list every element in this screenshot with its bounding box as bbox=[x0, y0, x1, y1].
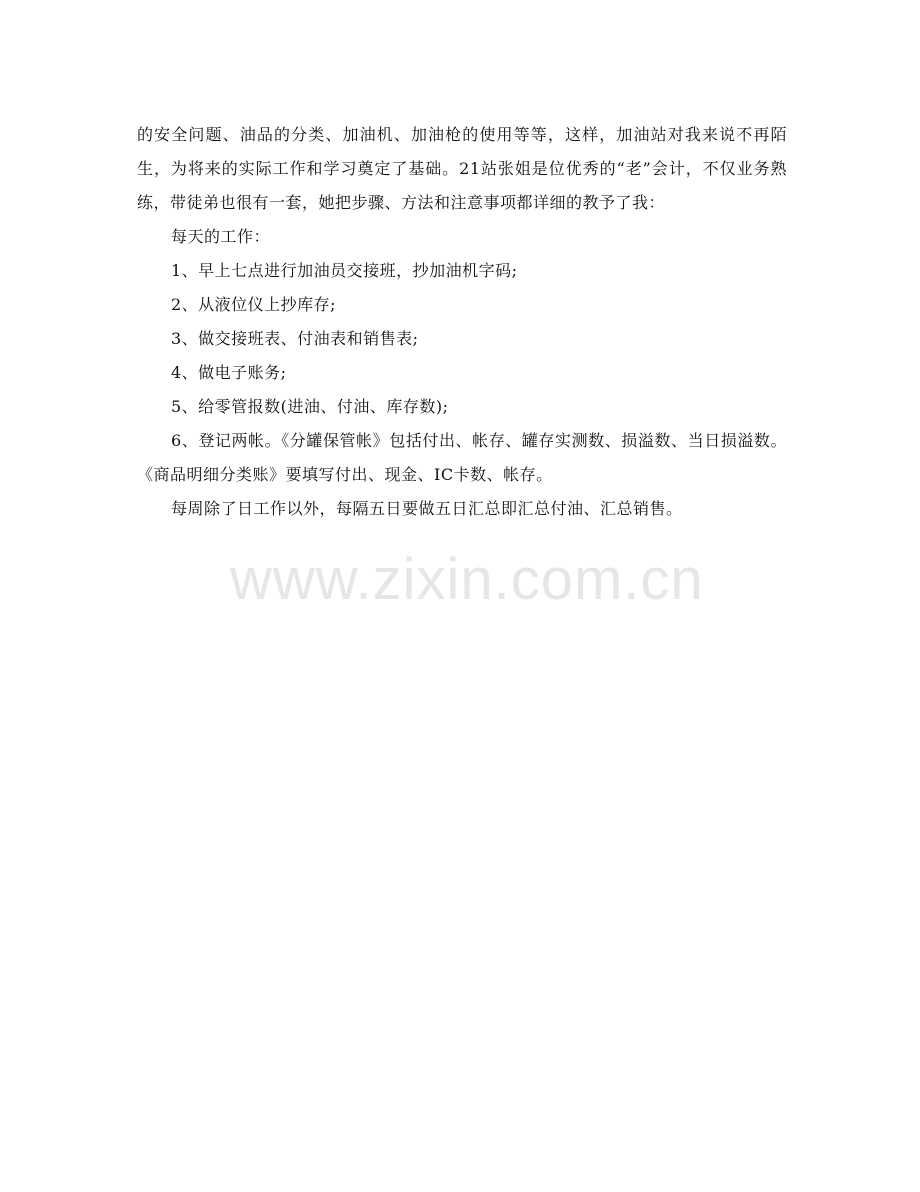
list-item: 3、做交接班表、付油表和销售表; bbox=[171, 329, 419, 348]
list-item: 2、从液位仪上抄库存; bbox=[171, 295, 337, 314]
list-item: 6、登记两帐。《分罐保管帐》包括付出、帐存、罐存实测数、损溢数、当日损溢数。《商品明细分类账》要填写付出、现金、IC卡数、帐存。 bbox=[137, 431, 787, 484]
list-item: 4、做电子账务; bbox=[171, 363, 287, 382]
watermark: www.zixin.com.cn bbox=[230, 547, 704, 612]
list-item: 5、给零管报数(进油、付油、库存数); bbox=[171, 397, 449, 416]
paragraph-daily-work-heading: 每天的工作： bbox=[171, 227, 271, 246]
list-item: 1、早上七点进行加油员交接班，抄加油机字码; bbox=[171, 261, 518, 280]
document-body bbox=[137, 118, 787, 526]
paragraph-weekly-work: 每周除了日工作以外，每隔五日要做五日汇总即汇总付油、汇总销售。 bbox=[171, 499, 683, 518]
paragraph-intro: 的安全问题、油品的分类、加油机、加油枪的使用等等，这样，加油站对我来说不再陌生，为将来的实际工作和学习奠定了基础。21站张姐是位优秀的“老”会计，不仅业务熟练，带徒弟也很有一套，她把步骤、方法和注意事项都详细的教予了我： bbox=[137, 125, 787, 212]
